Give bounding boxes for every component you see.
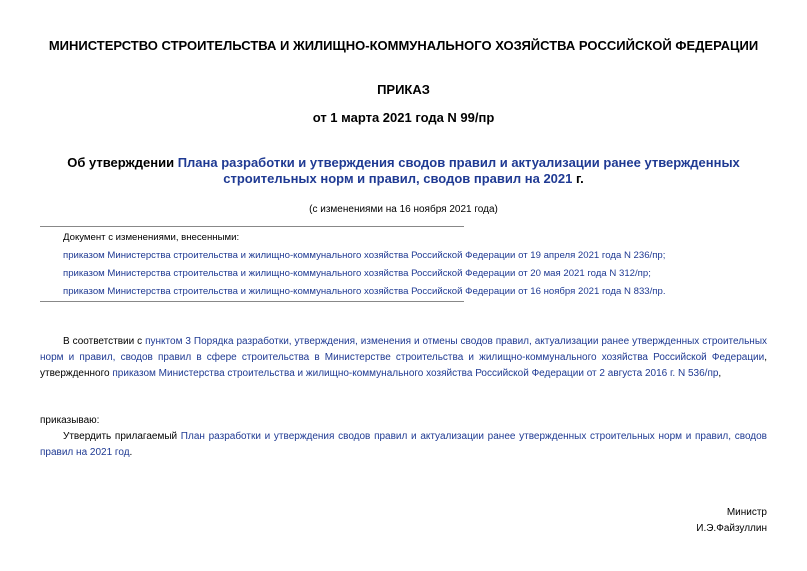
approve-end: . [129,447,133,458]
procedure-link[interactable]: пунктом 3 Порядка разработки, утверждения, изменения и отмены сводов правил, актуализации ранее утвержденных строительных норм и правил, сводов правил в сфере строительства в Министерстве строительства и жилищно-коммунального хозяйства Российской Федерации [40,336,768,363]
document-subject [40,155,767,187]
amendments-intro: Документ с изменениями, внесенными: [63,232,240,243]
approve-paragraph [40,429,767,461]
preamble-end: , [718,368,722,379]
document-date-number: от 1 марта 2021 года N 99/пр [312,110,495,125]
signatory-position: Министр [726,507,767,518]
approve-start: Утвердить прилагаемый [63,431,181,442]
signature-block [696,505,767,537]
preamble-paragraph [40,334,767,382]
plan-link[interactable]: План разработки и утверждения сводов правил и актуализации ранее утвержденных строительных норм и правил, сводов правил на 2021 год [40,431,767,458]
amendment-link-3[interactable]: приказом Министерства строительства и жилищно-коммунального хозяйства Российской Федерации от 16 ноября 2021 года N 833/пр. [63,286,666,297]
divider-top [40,226,464,227]
amendments-block [63,229,783,301]
subject-plan-link[interactable]: Плана разработки и утверждения сводов правил и актуализации ранее утвержденных строительных норм и правил, сводов правил на 2021 [177,155,740,186]
subject-prefix: Об утверждении [67,155,178,170]
amendment-link-1[interactable]: приказом Министерства строительства и жилищно-коммунального хозяйства Российской Федерации от 19 апреля 2021 года N 236/пр; [63,250,666,261]
document-type: ПРИКАЗ [377,82,430,97]
order-536-link[interactable]: приказом Министерства строительства и жилищно-коммунального хозяйства Российской Федерации от 2 августа 2016 г. N 536/пр [112,368,719,379]
divider-bottom [40,301,464,302]
preamble-start: В соответствии с [63,336,146,347]
subject-suffix: г. [572,171,584,186]
ministry-title: МИНИСТЕРСТВО СТРОИТЕЛЬСТВА И ЖИЛИЩНО-КОММУНАЛЬНОГО ХОЗЯЙСТВА РОССИЙСКОЙ ФЕДЕРАЦИИ [48,38,759,53]
amendment-link-2[interactable]: приказом Министерства строительства и жилищно-коммунального хозяйства Российской Федерации от 20 мая 2021 года N 312/пр; [63,268,651,279]
signatory-name: И.Э.Файзуллин [696,523,767,534]
changes-note: (с изменениями на 16 ноября 2021 года) [309,204,498,215]
preamble-mid: , утвержденного [40,352,767,379]
order-word: приказываю: [40,415,100,426]
